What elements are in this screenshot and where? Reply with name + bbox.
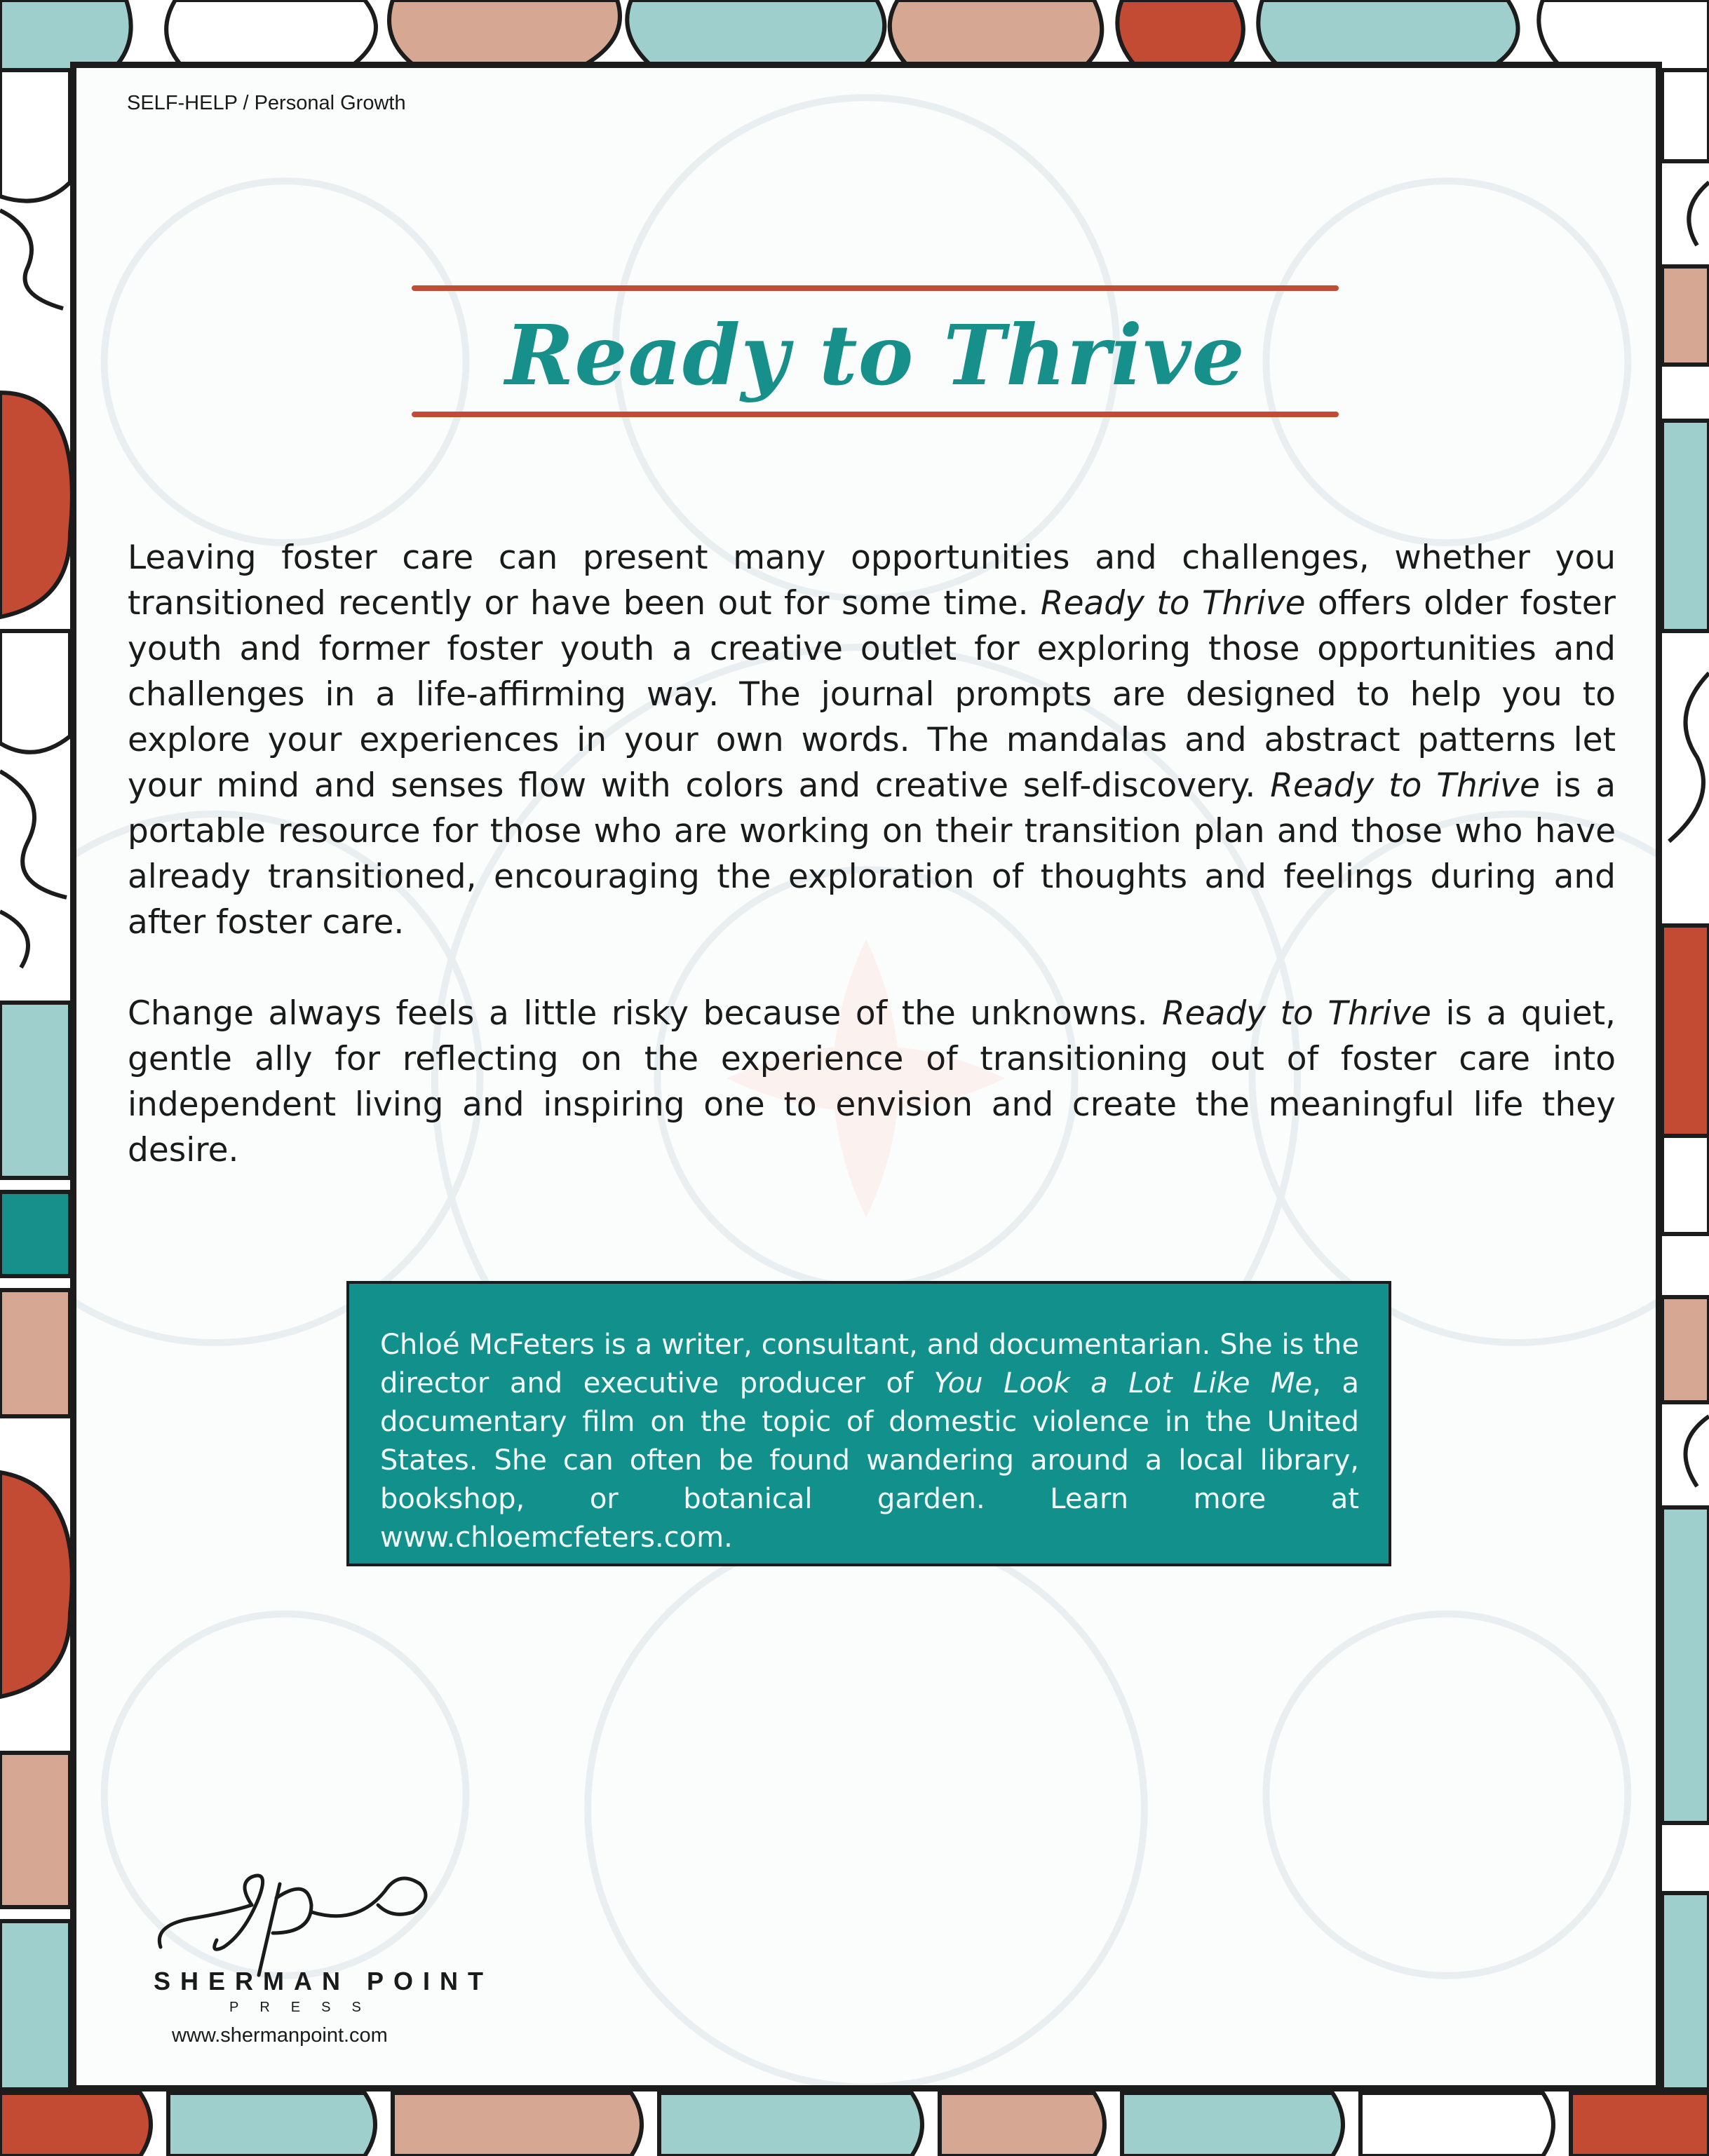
publisher-logo xyxy=(147,1842,455,2052)
description-paragraph-1: Leaving foster care can present many opportunities and challenges, whether you transitioned recently or have been out for some time. Ready to Thrive offers older foster youth and former foster youth a creative outlet for exploring those opportunities and challenges in a life-affirming way. The journal prompts are designed to help you to explore your experiences in your own words. The mandalas and abstract patterns let your mind and senses flow with colors and creative self-discovery. Ready to Thrive is a portable resource for those who are working on their transition plan and those who have already transitioned, encouraging the exploration of thoughts and feelings during and after foster care. xyxy=(128,538,1616,942)
sp-monogram-icon xyxy=(147,1842,455,1982)
publisher-url: www.shermanpoint.com xyxy=(172,2024,388,2047)
publisher-subtitle: PRESS xyxy=(229,2000,382,2015)
description-paragraph-2: Change always feels a little risky because of the unknowns. Ready to Thrive is a quiet, gentle ally for reflecting on the experience of transitioning out of foster care into independent living and inspiring one to envision and create the meaningful life they desire. xyxy=(128,994,1616,1169)
title-rule-top xyxy=(412,285,1339,291)
book-category: SELF-HELP / Personal Growth xyxy=(127,92,406,114)
author-bio-box: Chloé McFeters is a writer, consultant, and documentarian. She is the director and executive producer of You Look a Lot Like Me, a documentary film on the topic of domestic violence in the United States. She can often be found wandering around a local library, bookshop, or botanical garden. Learn more at www.chloemcfeters.com. xyxy=(346,1281,1391,1566)
book-description xyxy=(128,535,1616,1219)
back-cover-panel xyxy=(70,62,1662,2091)
book-title: Ready to Thrive xyxy=(505,306,1245,404)
title-rule-bottom xyxy=(412,412,1339,417)
publisher-name: SHERMAN POINT xyxy=(154,1967,494,1995)
